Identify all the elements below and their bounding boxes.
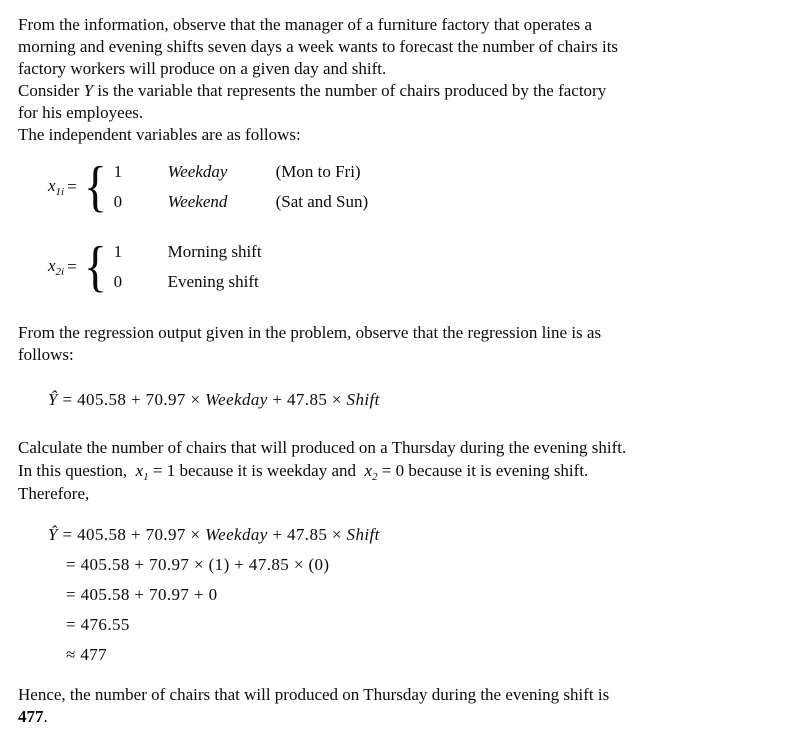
equation-segment: = 405.58 + 70.97 × — [57, 390, 206, 409]
conclusion-line-2 — [18, 706, 783, 728]
regression-equation — [48, 387, 783, 413]
calc-line-5: ≈ 477 — [66, 645, 108, 664]
x2-variable-subscript: 2i — [55, 266, 65, 278]
case-label: Weekend — [167, 192, 228, 211]
calc-line-4: = 476.55 — [66, 615, 130, 634]
intro-line-6: The independent variables are as follows: — [18, 125, 301, 144]
conclusion-block — [18, 684, 783, 728]
x2-variable — [48, 256, 64, 278]
y-hat-symbol: Ŷ — [48, 525, 58, 544]
x1-case-row-1 — [114, 157, 369, 187]
question-block — [18, 436, 783, 505]
variable-Y: Y — [83, 81, 94, 100]
case-note: (Mon to Fri) — [275, 162, 361, 181]
regression-intro-line-2: follows: — [18, 345, 74, 364]
piecewise-x1-block — [48, 157, 783, 217]
equation-segment: + 47.85 × — [267, 525, 347, 544]
question-line-2 — [18, 459, 783, 482]
case-label: Evening shift — [167, 272, 259, 291]
piecewise-x2-block — [48, 237, 783, 297]
equation-segment: = 405.58 + 70.97 × — [57, 525, 206, 544]
x2-cases — [114, 237, 276, 297]
intro-line-3: factory workers will produce on a given day and shift. — [18, 59, 387, 78]
conclusion-line-1: Hence, the number of chairs that will produced on Thursday during the evening shift is — [18, 685, 610, 704]
x2-variable-base: x — [48, 256, 56, 275]
weekday-variable: Weekday — [205, 390, 268, 409]
calc-line-3: = 405.58 + 70.97 + 0 — [66, 585, 218, 604]
x1-variable-base: x — [48, 176, 56, 195]
regression-intro-line-1: From the regression output given in the problem, observe that the regression line is as — [18, 323, 602, 342]
case-note: (Sat and Sun) — [275, 192, 369, 211]
intro-line-4-pre: Consider — [18, 81, 84, 100]
intro-line-1: From the information, observe that the manager of a furniture factory that operates a — [18, 15, 593, 34]
x2-inline-variable: x — [364, 461, 373, 480]
x2-case-row-1 — [114, 237, 276, 267]
x1-case-row-2 — [114, 187, 369, 217]
question-text: In this question, — [18, 461, 136, 480]
x1-cases — [114, 157, 369, 217]
case-value: 1 — [113, 242, 123, 261]
intro-line-4 — [18, 80, 783, 102]
x1-inline-variable: x — [135, 461, 144, 480]
calculation-block — [18, 520, 783, 670]
x2-case-row-2 — [114, 267, 276, 297]
question-text: because it is weekday and — [179, 461, 365, 480]
left-brace: { — [83, 236, 107, 298]
final-period: . — [43, 707, 48, 726]
question-text: because it is evening shift. — [408, 461, 589, 480]
case-label: Weekday — [167, 162, 228, 181]
shift-variable: Shift — [346, 390, 380, 409]
weekday-variable: Weekday — [205, 525, 268, 544]
case-value: 0 — [113, 272, 123, 291]
x1-inline-value: = 1 — [148, 461, 180, 480]
intro-line-2: morning and evening shifts seven days a week wants to forecast the number of chairs its — [18, 37, 619, 56]
x1-variable-subscript: 1i — [55, 186, 65, 198]
question-line-3: Therefore, — [18, 484, 90, 503]
x1-variable — [48, 176, 64, 198]
x2-inline-value: = 0 — [377, 461, 409, 480]
calc-line-2: = 405.58 + 70.97 × (1) + 47.85 × (0) — [66, 555, 330, 574]
question-line-1: Calculate the number of chairs that will produced on a Thursday during the evening shift. — [18, 438, 627, 457]
x1-equals-sign: = — [67, 177, 77, 196]
intro-line-4-post: is the variable that represents the number of chairs produced by the factory — [93, 81, 607, 100]
case-label: Morning shift — [167, 242, 262, 261]
x2-equals-sign: = — [67, 257, 77, 276]
x2-inline-subscript: 2 — [372, 471, 378, 483]
y-hat-symbol: Ŷ — [48, 390, 58, 409]
left-brace: { — [83, 156, 107, 218]
case-value: 1 — [113, 162, 123, 181]
final-answer: 477 — [18, 707, 44, 726]
intro-line-5: for his employees. — [18, 103, 144, 122]
equation-segment: + 47.85 × — [267, 390, 347, 409]
x1-inline-subscript: 1 — [143, 471, 149, 483]
case-value: 0 — [113, 192, 123, 211]
calc-line-1 — [48, 520, 783, 550]
shift-variable: Shift — [346, 525, 380, 544]
